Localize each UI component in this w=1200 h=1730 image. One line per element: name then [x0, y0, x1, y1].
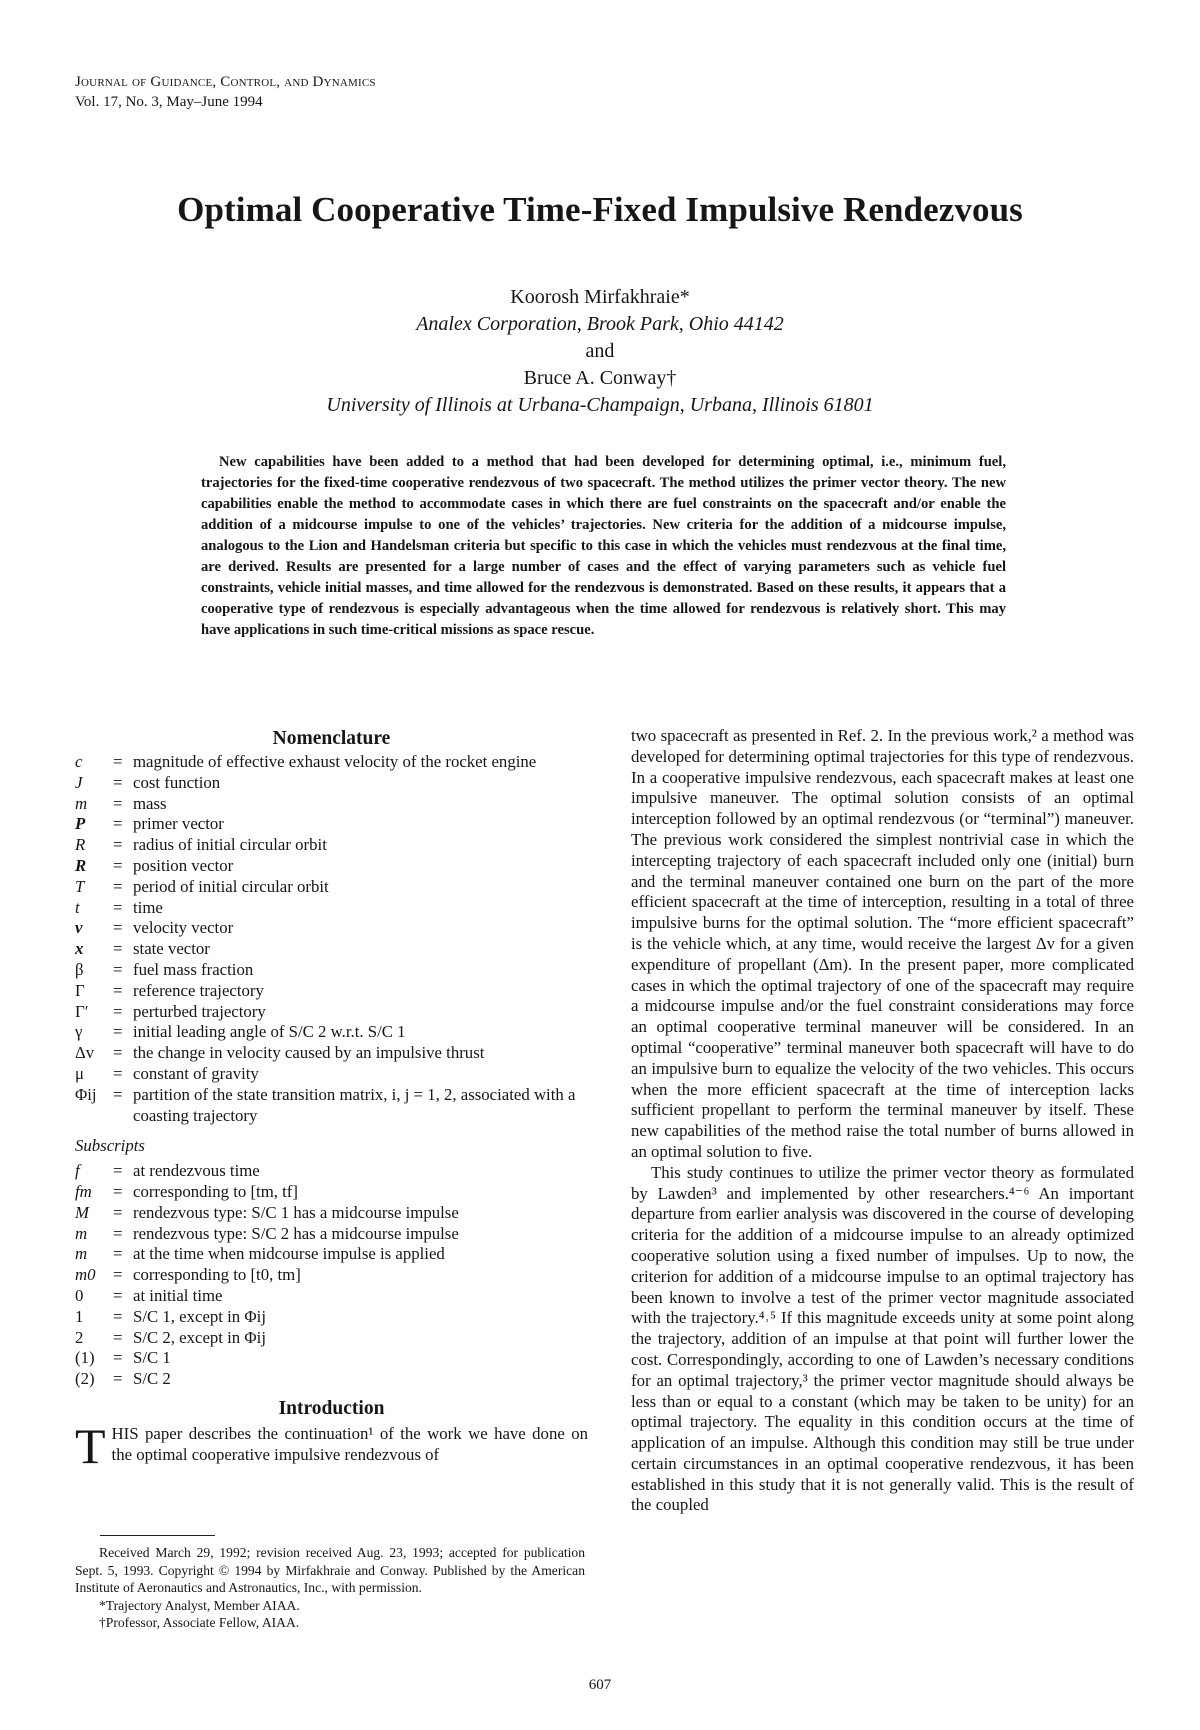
footnotes [75, 1544, 585, 1632]
equals-sign: = [113, 1306, 123, 1326]
equals-sign: = [113, 752, 123, 771]
symbol-definition: constant of gravity [133, 1063, 259, 1083]
symbol-row [75, 1265, 588, 1286]
symbol-row [75, 877, 588, 898]
symbol: Δv [75, 1043, 95, 1063]
symbol-definition: at rendezvous time [133, 1161, 260, 1181]
equals-sign: = [113, 939, 123, 959]
symbol-definition: state vector [133, 939, 210, 959]
symbol-definition: position vector [133, 855, 234, 875]
symbol: x [75, 939, 84, 959]
symbol: Φij [75, 1084, 97, 1104]
equals-sign: = [113, 1022, 123, 1042]
symbol-row [75, 898, 588, 919]
symbol-definition: the change in velocity caused by an impulsive thrust [133, 1043, 485, 1063]
equals-sign: = [113, 1244, 123, 1264]
subscripts-list [75, 1161, 588, 1390]
symbol-definition: fuel mass fraction [133, 959, 254, 979]
equals-sign: = [113, 1161, 123, 1181]
author-affiliation: University of Illinois at Urbana-Champaign, Urbana, Illinois 61801 [326, 394, 874, 416]
introduction-heading: Introduction [278, 1397, 385, 1419]
symbol-definition: magnitude of effective exhaust velocity of the rocket engine [133, 752, 537, 771]
symbol-row [75, 814, 588, 835]
right-column [631, 726, 1134, 1516]
nomenclature-heading: Nomenclature [272, 728, 391, 749]
page-number: 607 [588, 1677, 612, 1693]
symbol-row [75, 1307, 588, 1328]
symbol-definition: primer vector [133, 814, 224, 834]
symbol: m0 [75, 1265, 96, 1285]
equals-sign: = [113, 814, 123, 834]
symbol-row [75, 1161, 588, 1182]
equals-sign: = [113, 793, 123, 813]
equals-sign: = [113, 855, 123, 875]
equals-sign: = [113, 1223, 123, 1243]
symbol-definition: S/C 2, except in Φij [133, 1327, 266, 1347]
left-column [75, 726, 588, 1474]
symbol-definition: cost function [133, 772, 221, 792]
symbol-definition: at initial time [133, 1285, 223, 1305]
symbol-definition: time [133, 897, 163, 917]
equals-sign: = [113, 1285, 123, 1305]
symbol: 2 [75, 1327, 84, 1347]
equals-sign: = [113, 1348, 123, 1368]
equals-sign: = [113, 1084, 123, 1104]
symbol-row [75, 1348, 588, 1369]
symbol-row [75, 1182, 588, 1203]
subscripts-heading: Subscripts [75, 1136, 145, 1156]
symbol: R [75, 855, 87, 875]
equals-sign: = [113, 918, 123, 938]
symbol-definition: mass [133, 793, 167, 813]
symbol: Γ′ [75, 1001, 89, 1021]
symbol: T [75, 876, 85, 896]
symbol-row [75, 1224, 588, 1245]
symbol: 0 [75, 1285, 84, 1305]
symbol-row [75, 1328, 588, 1349]
footnote-divider [100, 1535, 215, 1536]
footnote-author-1: *Trajectory Analyst, Member AIAA. [99, 1597, 300, 1613]
equals-sign: = [113, 876, 123, 896]
intro-text: HIS paper describes the continuation¹ of the work we have done on the optimal cooperative impulsive rendezvous of [111, 1423, 588, 1464]
symbol-row [75, 1022, 588, 1043]
symbol: t [75, 897, 80, 917]
symbol-row [75, 1002, 588, 1023]
symbol-row [75, 960, 588, 981]
symbol-definition: velocity vector [133, 918, 234, 938]
symbol: m [75, 1244, 88, 1264]
symbol-row [75, 1244, 588, 1265]
symbol-definition: initial leading angle of S/C 2 w.r.t. S/C 1 [133, 1022, 406, 1042]
symbol-definition: S/C 1, except in Φij [133, 1306, 266, 1326]
equals-sign: = [113, 1181, 123, 1201]
paper-title: Optimal Cooperative Time-Fixed Impulsive Rendezvous [177, 190, 1023, 229]
symbol-row [75, 1203, 588, 1224]
symbol: Γ [75, 980, 85, 1000]
abstract: New capabilities have been added to a method that had been developed for determining optimal, i.e., minimum fuel, trajectories for the fixed-time cooperative rendezvous of two spacecraft. The method utilizes the primer vector theory. The new capabilities enable the method to accommodate cases in which there are fuel constraints on the spacecraft and/or enable the addition of a midcourse impulse to one of the vehicles’ trajectories. New criteria for the addition of a midcourse impulse, analogous to the Lion and Handelsman criteria but specific to this case in which the vehicles must rendezvous at the final time, are derived. Results are presented for a large number of cases and the effect of varying parameters such as vehicle fuel constraints, vehicle initial masses, and time allowed for the rendezvous is demonstrated. Based on these results, it appears that a cooperative type of rendezvous is especially advantageous when the time allowed for rendezvous is relatively short. This may have applications in such time-critical missions as space rescue. [201, 454, 1006, 638]
symbol-definition: S/C 2 [133, 1369, 171, 1389]
symbol: c [75, 752, 83, 771]
symbol: μ [75, 1063, 84, 1083]
symbol-row [75, 981, 588, 1002]
symbol-definition: reference trajectory [133, 980, 264, 1000]
symbol-definition: corresponding to [tm, tf] [133, 1181, 298, 1201]
symbol: (1) [75, 1348, 95, 1368]
symbol: f [75, 1161, 80, 1181]
symbol: R [75, 835, 86, 855]
footnote-received: Received March 29, 1992; revision received Aug. 23, 1993; accepted for publication Sept. 5, 1993. Copyright © 1994 by Mirfakhraie and Conway. Published by the American Institute of Aeronautics and Astronautics, Inc., with permission. [75, 1545, 585, 1596]
equals-sign: = [113, 835, 123, 855]
author-joiner: and [585, 340, 615, 362]
journal-name: Journal of Guidance, Control, and Dynamics [75, 74, 376, 90]
equals-sign: = [113, 1202, 123, 1222]
symbol-definition: partition of the state transition matrix, i, j = 1, 2, associated with a coasting trajectory [133, 1084, 576, 1125]
symbol: m [75, 1223, 88, 1243]
symbol-row [75, 939, 588, 960]
equals-sign: = [113, 1369, 123, 1389]
symbol-row [75, 1064, 588, 1085]
body-paragraph: This study continues to utilize the primer vector theory as formulated by Lawden³ and implemented by other researchers.⁴⁻⁶ An important departure from earlier analysis was discovered in the course of developing criteria for the addition of a midcourse impulse to an already optimized cooperative solution using a fixed number of impulses. Up to now, the criterion for addition of a midcourse impulse to an optimal trajectory has been known to involve a test of the primer vector magnitude associated with the trajectory.⁴˒⁵ If this magnitude exceeds unity at some point along the trajectory, addition of an impulse at that point will further lower the cost. Correspondingly, according to one of Lawden’s necessary conditions for an optimal trajectory,³ the primer vector magnitude should always be less than or equal to a constant (which may be taken to be unity) for an optimal trajectory. The equality in this condition occurs at the time of application of an impulse. Although this condition may still be true under certain circumstances in an optimal cooperative rendezvous, it has been established in this study that it is not generally valid. This is the result of the coupled [631, 1162, 1134, 1515]
symbol-row [75, 752, 588, 773]
footnote-author-2: †Professor, Associate Fellow, AIAA. [99, 1615, 300, 1631]
symbol-definition: rendezvous type: S/C 1 has a midcourse impulse [133, 1202, 459, 1222]
symbol: 1 [75, 1306, 84, 1326]
symbol-row [75, 1286, 588, 1307]
body-paragraph: two spacecraft as presented in Ref. 2. In the previous work,² a method was developed for determining optimal trajectories for this type of rendezvous. In a cooperative impulsive rendezvous, each spacecraft makes at least one impulsive maneuver. The optimal solution consists of an optimal interception followed by an optimal rendezvous (or “terminal”) maneuver. The previous work considered the simplest nontrivial case in which the intercepting trajectory of each spacecraft included only one (initial) burn and the terminal maneuver contained one burn on the part of the more efficient spacecraft at the time of interception, resulting in a total of three impulsive burns for the optimal solution. The “more efficient spacecraft” is the vehicle which, at any time, would receive the largest Δv for a given expenditure of propellant (Δm). In the present paper, more complicated cases in which the optimal trajectory of one of the spacecraft may require a midcourse impulse and/or the fuel constraint considerations may force an optimal cooperative terminal maneuver will be considered. In an optimal “cooperative” terminal maneuver both spacecraft will have to do an impulsive burn to equalize the velocity of the two vehicles. This occurs when the more efficient spacecraft at the time of interception lacks sufficient propellant to perform the terminal maneuver by itself. These new capabilities of the method raise the total number of burns allowed in an optimal solution to five. [631, 726, 1134, 1161]
symbol-row [75, 918, 588, 939]
symbol-definition: radius of initial circular orbit [133, 835, 327, 855]
journal-volume: Vol. 17, No. 3, May–June 1994 [75, 94, 263, 110]
symbol-row [75, 835, 588, 856]
symbol-definition: period of initial circular orbit [133, 876, 329, 896]
symbol: M [75, 1202, 89, 1222]
equals-sign: = [113, 1001, 123, 1021]
symbol-row [75, 794, 588, 815]
symbol-definition: at the time when midcourse impulse is applied [133, 1244, 445, 1264]
symbol-definition: rendezvous type: S/C 2 has a midcourse impulse [133, 1223, 459, 1243]
journal-header [75, 72, 376, 112]
drop-cap: T [75, 1417, 106, 1474]
equals-sign: = [113, 1043, 123, 1063]
symbol-definition: corresponding to [t0, tm] [133, 1265, 301, 1285]
author-block [0, 284, 1200, 419]
symbol: v [75, 918, 83, 938]
symbol: γ [75, 1022, 83, 1042]
equals-sign: = [113, 1063, 123, 1083]
equals-sign: = [113, 1265, 123, 1285]
symbol: fm [75, 1181, 92, 1201]
equals-sign: = [113, 897, 123, 917]
nomenclature-list [75, 752, 588, 1126]
symbol-row [75, 1043, 588, 1064]
author-name: Bruce A. Conway† [523, 367, 677, 389]
symbol-row [75, 1085, 588, 1127]
symbol: m [75, 793, 88, 813]
symbol: (2) [75, 1369, 95, 1389]
equals-sign: = [113, 959, 123, 979]
author-affiliation: Analex Corporation, Brook Park, Ohio 44142 [416, 313, 784, 335]
symbol-row [75, 856, 588, 877]
symbol-definition: S/C 1 [133, 1348, 171, 1368]
equals-sign: = [113, 772, 123, 792]
symbol: β [75, 959, 84, 979]
equals-sign: = [113, 980, 123, 1000]
symbol-row [75, 1369, 588, 1390]
symbol-definition: perturbed trajectory [133, 1001, 266, 1021]
author-name: Koorosh Mirfakhraie* [510, 286, 690, 308]
symbol: P [75, 814, 86, 834]
equals-sign: = [113, 1327, 123, 1347]
symbol: J [75, 772, 83, 792]
symbol-row [75, 773, 588, 794]
introduction-first-paragraph [75, 1417, 588, 1474]
